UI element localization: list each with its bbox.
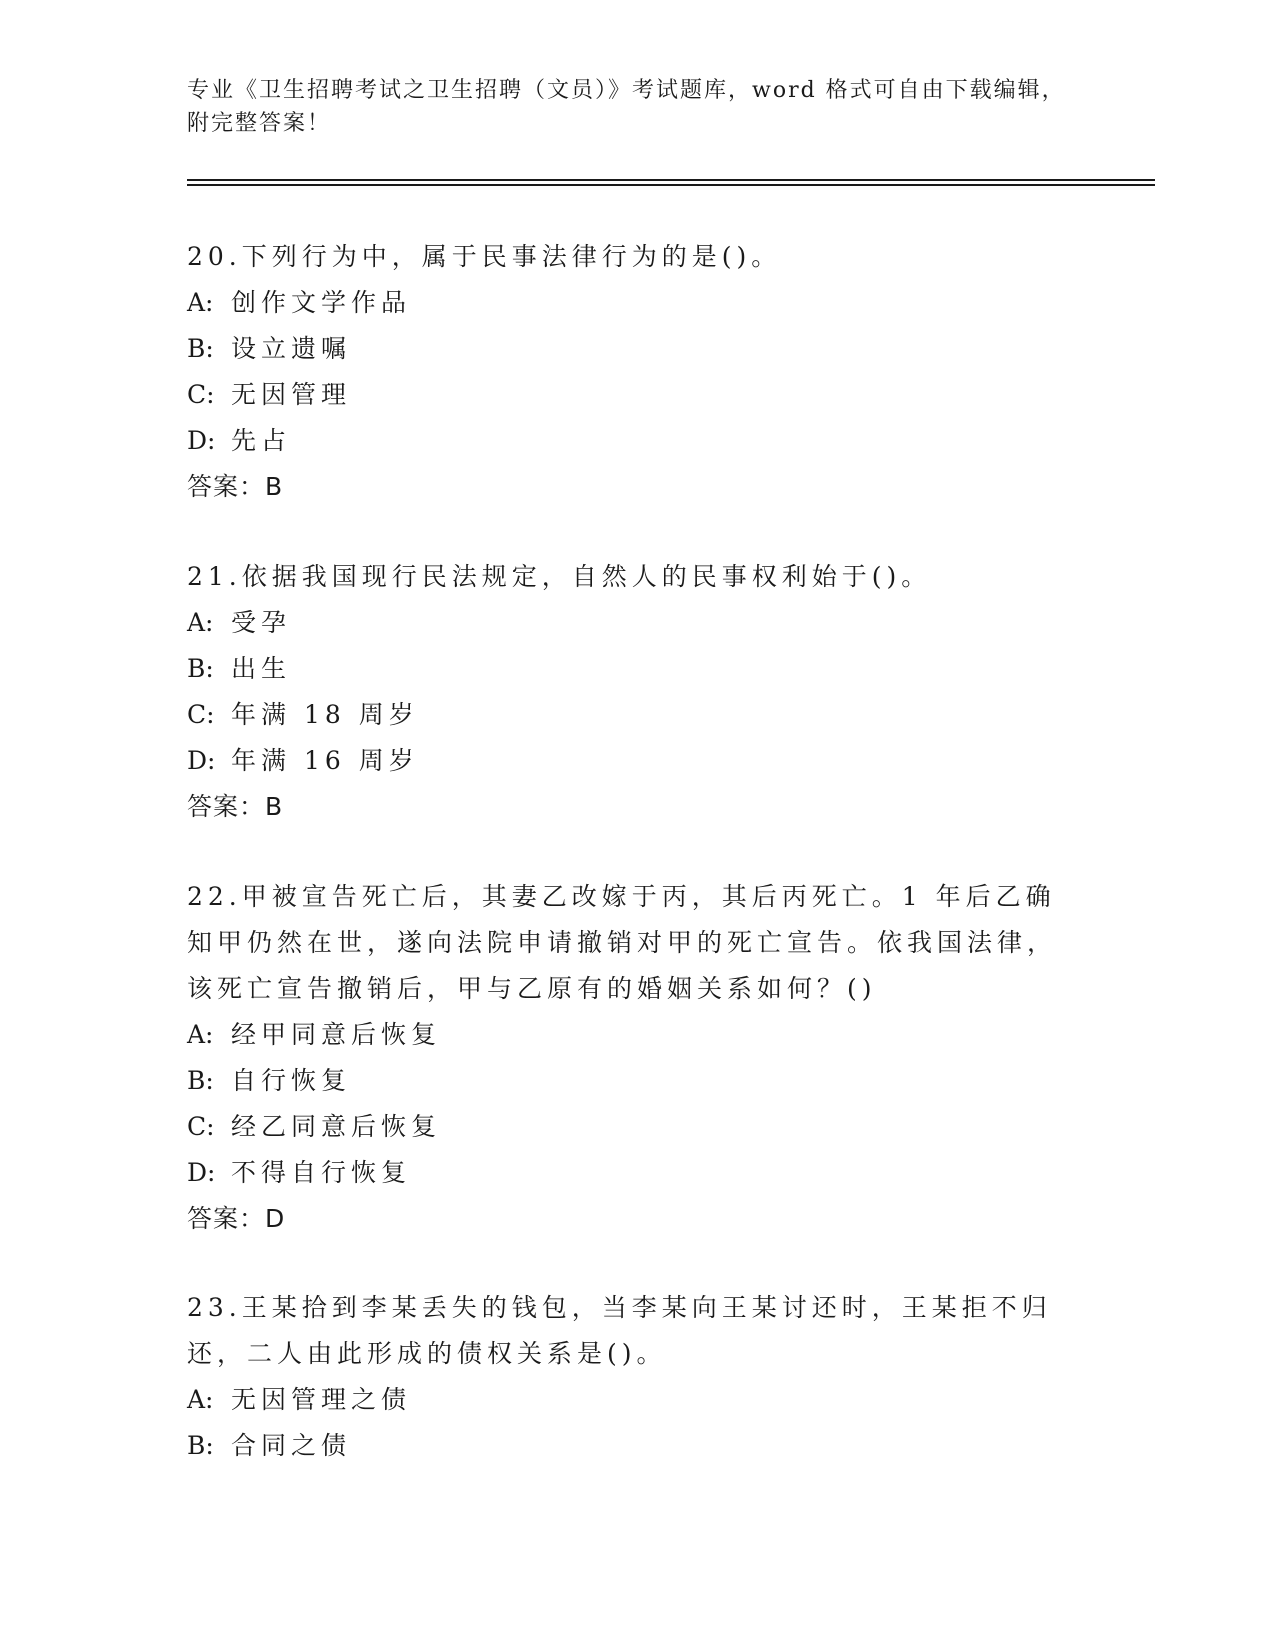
answer-label: 答案：B — [187, 472, 284, 501]
option-text: 无因管理 — [231, 380, 352, 409]
option-b — [187, 1058, 1067, 1104]
option-text: 不得自行恢复 — [231, 1158, 412, 1187]
question-text: 20.下列行为中，属于民事法律行为的是()。 — [187, 242, 782, 271]
option-letter: B: — [187, 1431, 214, 1460]
option-text: 受孕 — [231, 608, 292, 637]
option-a — [187, 600, 1067, 646]
option-letter: A: — [187, 1385, 214, 1414]
option-text: 经甲同意后恢复 — [231, 1020, 442, 1049]
option-d — [187, 418, 1067, 464]
option-letter: C: — [187, 380, 215, 409]
option-text: 创作文学作品 — [231, 288, 412, 317]
option-letter: A: — [187, 288, 214, 317]
option-text: 先占 — [231, 426, 292, 455]
option-letter: B: — [187, 1066, 214, 1095]
question-20 — [187, 234, 1067, 510]
option-text: 合同之债 — [231, 1431, 352, 1460]
question-text: 22.甲被宣告死亡后，其妻乙改嫁于丙，其后丙死亡。1 年后乙确知甲仍然在世，遂向法院申请撤销对甲的死亡宣告。依我国法律，该死亡宣告撤销后，甲与乙原有的婚姻关系如何？() — [187, 882, 1058, 1003]
question-text: 23.王某拾到李某丢失的钱包，当李某向王某讨还时，王某拒不归还，二人由此形成的债权关系是()。 — [187, 1293, 1052, 1368]
option-text: 年满 18 周岁 — [231, 700, 419, 729]
option-a — [187, 1377, 1067, 1423]
option-d — [187, 1150, 1067, 1196]
option-letter: A: — [187, 1020, 214, 1049]
header-divider-top — [187, 179, 1155, 181]
option-text: 经乙同意后恢复 — [231, 1112, 442, 1141]
option-letter: B: — [187, 654, 214, 683]
option-letter: C: — [187, 700, 215, 729]
option-letter: B: — [187, 334, 214, 363]
question-text: 21.依据我国现行民法规定，自然人的民事权利始于()。 — [187, 562, 932, 591]
option-letter: D: — [187, 1158, 216, 1187]
option-b — [187, 326, 1067, 372]
option-b — [187, 1423, 1067, 1469]
question-23 — [187, 1285, 1067, 1469]
option-text: 设立遗嘱 — [231, 334, 352, 363]
option-a — [187, 280, 1067, 326]
answer-label: 答案：B — [187, 792, 284, 821]
option-text: 自行恢复 — [231, 1066, 352, 1095]
option-text: 年满 16 周岁 — [231, 746, 419, 775]
option-c — [187, 372, 1067, 418]
option-b — [187, 646, 1067, 692]
option-a — [187, 1012, 1067, 1058]
option-letter: C: — [187, 1112, 215, 1141]
question-22 — [187, 874, 1067, 1242]
answer-label: 答案：D — [187, 1204, 286, 1233]
option-letter: A: — [187, 608, 214, 637]
option-c — [187, 1104, 1067, 1150]
document-header — [187, 74, 1067, 140]
option-c — [187, 692, 1067, 738]
option-text: 出生 — [231, 654, 292, 683]
header-intro-text: 专业《卫生招聘考试之卫生招聘（文员）》考试题库，word 格式可自由下载编辑，附完整答案！ — [187, 78, 1066, 136]
option-d — [187, 738, 1067, 784]
option-text: 无因管理之债 — [231, 1385, 412, 1414]
option-letter: D: — [187, 746, 216, 775]
question-21 — [187, 554, 1067, 830]
option-letter: D: — [187, 426, 216, 455]
header-divider-bottom — [187, 184, 1155, 186]
